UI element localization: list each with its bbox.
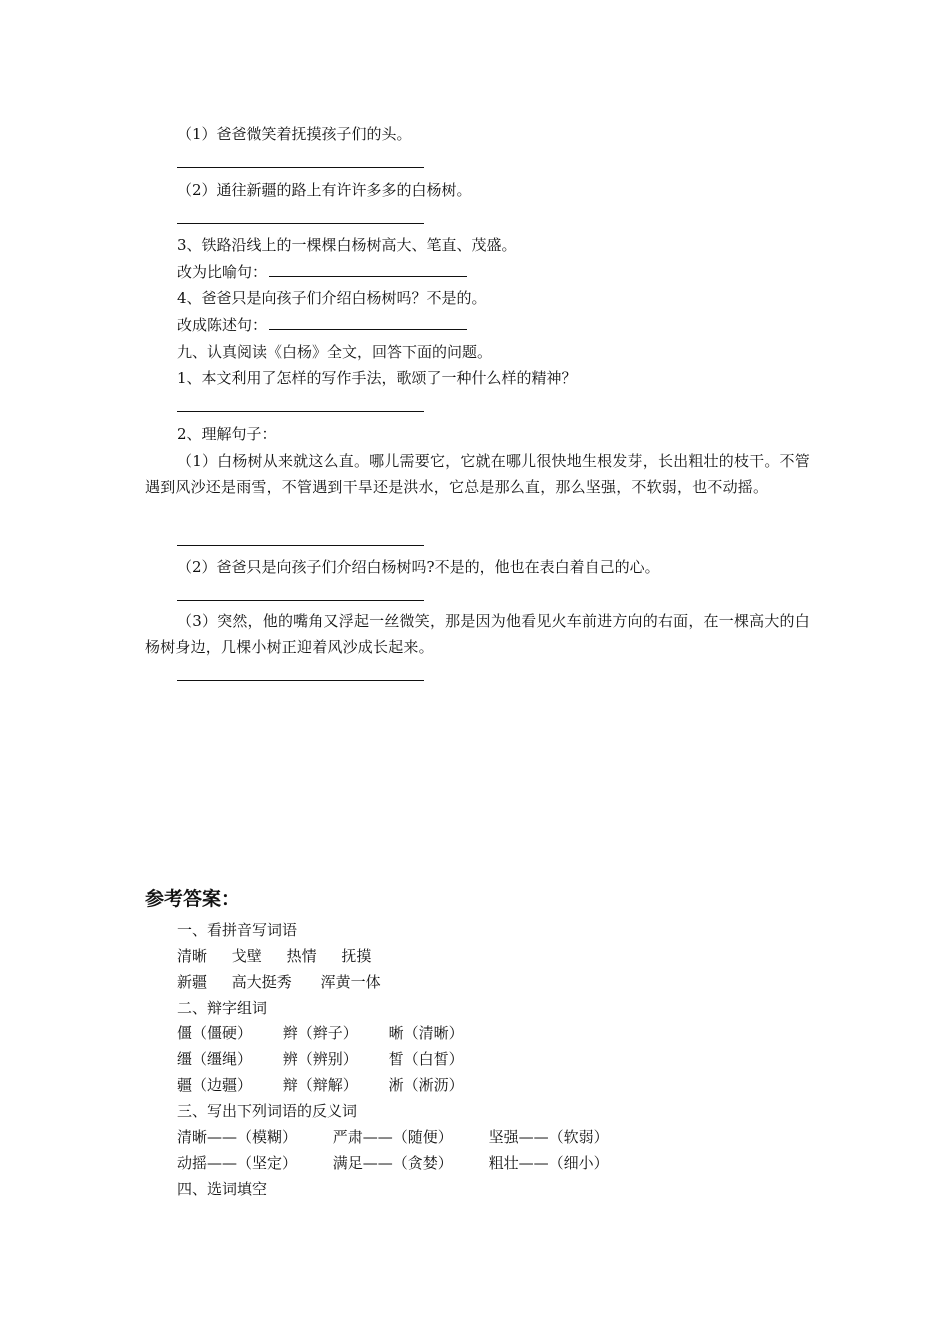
answers-section-3-title: 三、写出下列词语的反义词: [177, 1102, 358, 1120]
answer-blank-line: [269, 262, 467, 277]
exercise-8-4-text: 4、爸爸只是向孩子们介绍白杨树吗？不是的。: [177, 289, 487, 307]
answer-item: 僵（僵硬）: [177, 1024, 253, 1042]
answer-word: 热情: [286, 947, 317, 965]
task-label: 改成陈述句：: [177, 316, 268, 334]
answer-item: 疆（边疆）: [177, 1076, 253, 1094]
answer-word: 戈壁: [231, 947, 262, 965]
answer-blank-line: [177, 223, 424, 224]
answers-section-2-row: [177, 1023, 464, 1043]
answer-word: 新疆: [177, 973, 208, 991]
question-9-2-2: （2）爸爸只是向孩子们介绍白杨树吗?不是的，他也在表白着自己的心。: [177, 558, 660, 576]
exercise-8-4-task: [177, 315, 467, 335]
answer-item: 缰（缰绳）: [177, 1050, 253, 1068]
exercise-8-3-task: [177, 262, 467, 282]
question-9-2: 2、理解句子：: [177, 425, 277, 443]
answers-section-3-row: [177, 1153, 609, 1173]
answer-word: 浑黄一体: [320, 973, 381, 991]
answers-section-4-title: 四、选词填空: [177, 1180, 268, 1198]
answer-word: 清晰: [177, 947, 208, 965]
exercise-8-2-text: （2）通往新疆的路上有许许多多的白杨树。: [177, 181, 472, 199]
question-9-2-1: （1）白杨树从来就这么直。哪儿需要它，它就在哪儿很快地生根发芽，长出粗壮的枝干。不管遇到风沙还是雨雪，不管遇到干旱还是洪水，它总是那么直，那么坚强，不软弱，也不动摇。: [145, 452, 810, 496]
answers-section-2-row: [177, 1049, 464, 1069]
answers-section-1-row: [177, 946, 371, 966]
answer-blank-line: [177, 680, 424, 681]
section-9-title: 九、认真阅读《白杨》全文，回答下面的问题。: [177, 343, 493, 361]
answer-item: 淅（淅沥）: [388, 1076, 464, 1094]
answers-section-2-title: 二、辩字组词: [177, 999, 268, 1017]
answer-item: 满足——（贪婪）: [332, 1154, 453, 1172]
answer-item: 粗壮——（细小）: [488, 1154, 609, 1172]
answer-blank-line: [177, 411, 424, 412]
answer-blank-line: [269, 315, 467, 330]
answer-blank-line: [177, 545, 424, 546]
answer-item: 动摇——（坚定）: [177, 1154, 298, 1172]
answers-section-3-row: [177, 1127, 609, 1147]
answers-section-1-title: 一、看拼音写词语: [177, 921, 298, 939]
exercise-8-1-text: （1）爸爸微笑着抚摸孩子们的头。: [177, 125, 412, 143]
answer-blank-line: [177, 167, 424, 168]
exercise-8-3-text: 3、铁路沿线上的一棵棵白杨树高大、笔直、茂盛。: [177, 236, 517, 254]
answer-item: 辫（辫子）: [282, 1024, 358, 1042]
answer-item: 严肃——（随便）: [332, 1128, 453, 1146]
answers-section-2-row: [177, 1075, 464, 1095]
answer-blank-line: [177, 600, 424, 601]
answer-item: 辨（辨别）: [282, 1050, 358, 1068]
answer-word: 高大挺秀: [231, 973, 292, 991]
answer-word: 抚摸: [341, 947, 372, 965]
answers-title: 参考答案：: [145, 888, 241, 910]
answer-item: 清晰——（模糊）: [177, 1128, 298, 1146]
task-label: 改为比喻句：: [177, 263, 268, 281]
question-9-2-3: （3）突然，他的嘴角又浮起一丝微笑，那是因为他看见火车前进方向的右面，在一棵高大的白杨树身边，几棵小树正迎着风沙成长起来。: [145, 612, 810, 656]
answer-item: 晰（清晰）: [388, 1024, 464, 1042]
answers-section-1-row: [177, 972, 381, 992]
answer-item: 坚强——（软弱）: [488, 1128, 609, 1146]
question-9-1: 1、本文利用了怎样的写作手法，歌颂了一种什么样的精神？: [177, 369, 577, 387]
answer-item: 辩（辩解）: [282, 1076, 358, 1094]
answer-item: 皙（白皙）: [388, 1050, 464, 1068]
